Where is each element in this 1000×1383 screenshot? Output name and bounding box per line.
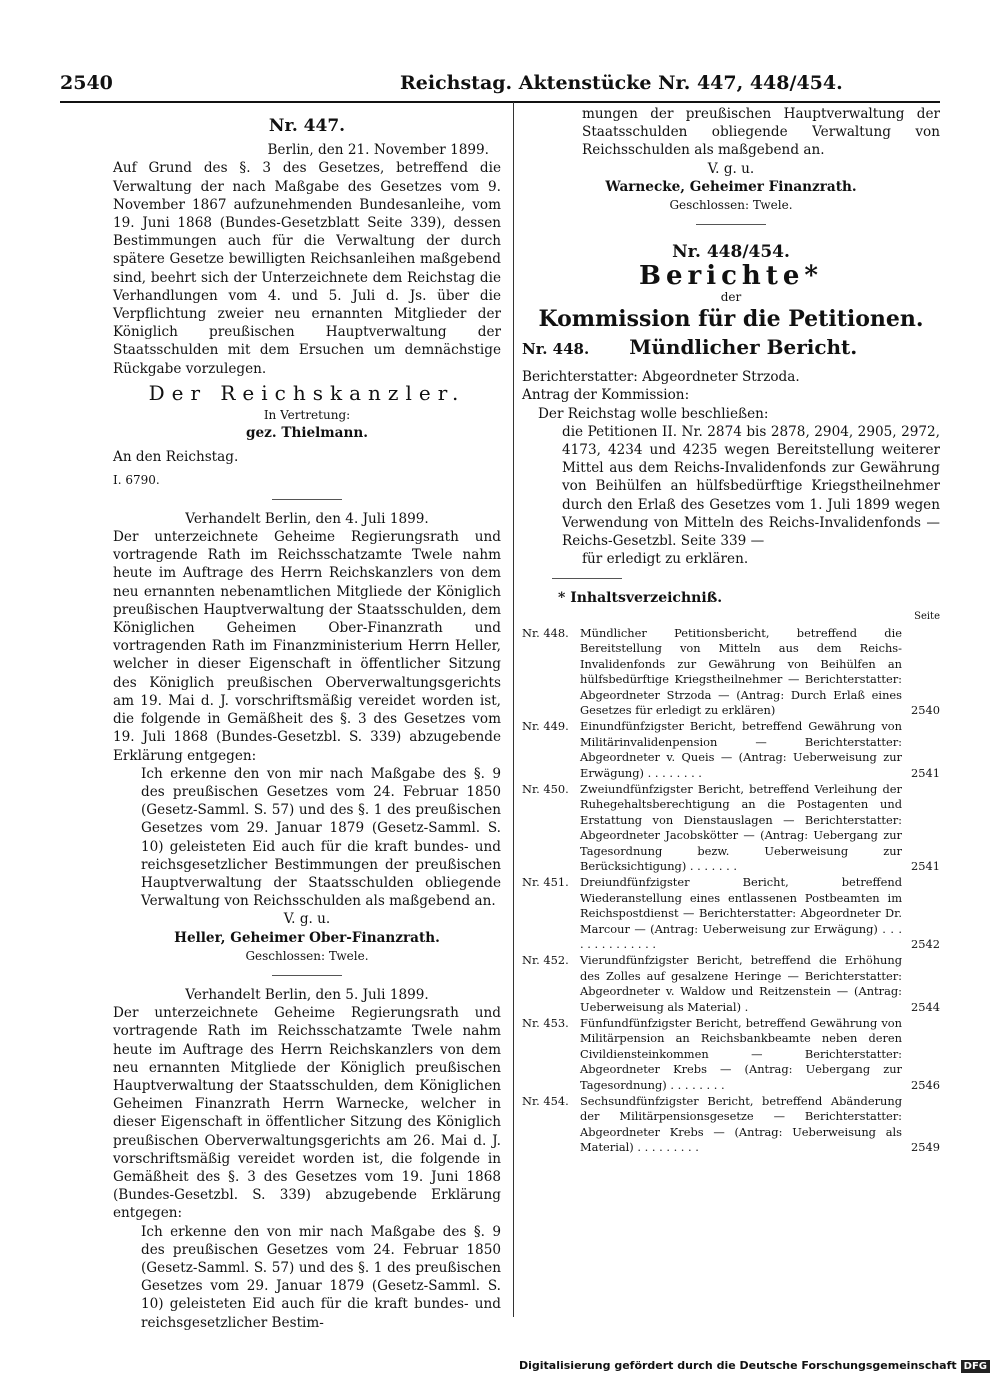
- verhandelt-text-1: Der unterzeichnete Geheime Regierungsrath und vortragende Rath im Reichsschatzamte Twele nahm heute im Auftrage des Herrn Reichskanzlers von dem neu ernannten nebenamtlichen Mitgliede der Königlich preußischen Hauptverwaltung der Staatsschulden, dem Königlichen Geheimen Ober-Finanzrath und vortragenden Rath im Finanzministerium Herrn Heller, welcher in dieser Eigenschaft in öffentlicher Sitzung des Königlich preußischen Oberverwaltungsgerichts am 19. Mai d. J. vorschriftsmäßig vereidet worden ist, die folgende in Gemäßheit des §. 3 des Gesetzes vom 19. Juli 1868 (Bundes-Gesetzbl. S. 339) abzugebende Erklärung entgegen:: [113, 529, 501, 764]
- vgu-1: V. g. u.: [283, 911, 331, 928]
- oath-quote-1: Ich erkenne den von mir nach Maßgabe des §. 9 des preußischen Gesetzes vom 24. Februar 1850 (Gesetz-Samml. S. 57) und des §. 1 des preußischen Gesetzes vom 29. Januar 1879 (Gesetz-Samml. S. 10) geleisteten Eid auch für die kraft bundes- und reichsgesetzlicher Bestimmungen der preußischen Hauptverwaltung der Staatsschulden obliegende Verwaltung von Reichsschulden als maßgebend an.: [141, 765, 501, 910]
- toc-entry-text: Dreiundfünfzigster Bericht, betreffend Wiederanstellung eines entlassenen Postbeamten im Reichspostdienst — Berichterstatter: Abgeordneter Dr. Marcour — (Antrag: Ueberweisung zur Erwägung) . . . . . . . . . . . . . .: [580, 875, 902, 951]
- oath-quote-2: Ich erkenne den von mir nach Maßgabe des §. 9 des preußischen Gesetzes vom 24. Februar 1850 (Gesetz-Samml. S. 57) und des §. 1 des preußischen Gesetzes vom 29. Januar 1879 (Gesetz-Samml. S. 10) geleisteten Eid auch für die kraft bundes- und reichsgesetzlicher Bestim-: [141, 1223, 501, 1331]
- toc-row: [522, 782, 940, 874]
- vertretung-label: In Vertretung:: [263, 408, 351, 423]
- toc-row: [522, 1016, 940, 1093]
- toc-page-number: 2544: [911, 999, 940, 1014]
- footer-text: Digitalisierung gefördert durch die Deutsche Forschungsgemeinschaft: [518, 1359, 957, 1372]
- closed-2: Geschlossen: Twele.: [669, 198, 793, 213]
- toc-entry-number: Nr. 449.: [522, 719, 569, 734]
- signature-warnecke: Warnecke, Geheimer Finanzrath.: [605, 178, 857, 195]
- doc-number-447: Nr. 447.: [268, 116, 346, 136]
- toc-title: * Inhaltsverzeichniß.: [558, 590, 723, 607]
- muendlicher-bericht-title: Mündlicher Bericht.: [629, 335, 858, 360]
- table-of-contents: [522, 626, 940, 1156]
- report-heading-row: [522, 335, 940, 360]
- toc-row: [522, 719, 940, 781]
- toc-row: [522, 1094, 940, 1156]
- right-column: [522, 105, 940, 1157]
- berichterstatter: Berichterstatter: Abgeordneter Strzoda.: [522, 369, 800, 386]
- toc-row: [522, 875, 940, 952]
- running-title: Reichstag. Aktenstücke Nr. 447, 448/454.: [400, 72, 843, 94]
- toc-row: [522, 953, 940, 1015]
- separator: [272, 975, 342, 976]
- kommission-heading: Kommission für die Petitionen.: [538, 305, 924, 332]
- page-header: [60, 72, 940, 102]
- der-label: der: [720, 289, 742, 304]
- page-number: 2540: [60, 72, 113, 94]
- reichskanzler-heading: Der Reichskanzler.: [148, 380, 466, 405]
- toc-page-number: 2549: [911, 1140, 940, 1155]
- toc-entry-text: Fünfundfünfzigster Bericht, betreffend Gewährung von Militärpension an Reichsbankbeamte neben deren Civildiensteinkommen — Berichterstatter: Abgeordneter Krebs — (Antrag: Uebergang zur Tagesordnung) . . . . . . . .: [580, 1016, 902, 1092]
- erledigt-text: für erledigt zu erklären.: [582, 551, 749, 568]
- left-column: [113, 105, 501, 1332]
- signature-heller: Heller, Geheimer Ober-Finanzrath.: [174, 929, 440, 946]
- toc-seite: Seite: [914, 610, 940, 622]
- berichte-heading: Berichte*: [639, 261, 823, 292]
- doc-number-448-454: Nr. 448/454.: [672, 242, 790, 263]
- toc-entry-text: Vierundfünfzigster Bericht, betreffend die Erhöhung des Zolles auf gesalzene Heringe — Berichterstatter: Abgeordneter v. Waldow und Reitzenstein — (Antrag: Ueberweisung als Material) .: [580, 953, 902, 1014]
- toc-entry-text: Mündlicher Petitionsbericht, betreffend die Bereitstellung von Mitteln aus dem Reichs-Invalidenfonds zur Gewährung von Beihülfen an hülfsbedürftige Kriegstheilnehmer — Berichterstatter: Abgeordneter Strzoda — (Antrag: Durch Erlaß eines Gesetzes für erledigt zu erklären): [580, 625, 902, 717]
- petition-text: die Petitionen II. Nr. 2874 bis 2878, 2904, 2905, 2972, 4173, 4234 und 4235 wegen Bereitstellung weiterer Mittel aus dem Reichs-Invalidenfonds zur Gewährung von Beihülfen an hülfsbedürftige Kriegstheilnehmer durch den Erlaß des Gesetzes vom 1. Juli 1899 wegen Verwendung von Mitteln des Reichs-Invalidenfonds — Reichs-Gesetzbl. Seite 339 —: [562, 423, 940, 550]
- toc-page-number: 2541: [911, 765, 940, 780]
- toc-entry-number: Nr. 452.: [522, 953, 569, 968]
- toc-entry-number: Nr. 448.: [522, 625, 569, 640]
- separator: [696, 224, 766, 225]
- toc-entry-text: Sechsundfünfzigster Bericht, betreffend Abänderung der Militärpensionsgesetze — Berichterstatter: Abgeordneter Krebs — (Antrag: Ueberweisung als Material) . . . . . . . . .: [580, 1094, 902, 1155]
- footer-credit: [519, 1359, 990, 1373]
- toc-row: [522, 626, 940, 718]
- verhandelt-title-1: Verhandelt Berlin, den 4. Juli 1899.: [185, 510, 429, 527]
- separator: [552, 578, 622, 579]
- verhandelt-text-2: Der unterzeichnete Geheime Regierungsrath und vortragende Rath im Reichsschatzamte Twele nahm heute im Auftrage des Herrn Reichskanzlers von dem neu ernannten Mitgliede der Königlich preußischen Hauptverwaltung der Staatsschulden, dem Königlichen Geheimen Finanzrath Herrn Warnecke, welcher in dieser Eigenschaft in öffentlicher Sitzung des Königlich preußischen Oberverwaltungsgerichts am 26. Mai d. J. vorschriftsmäßig vereidet worden ist, die folgende in Gemäßheit des §. 3 des Gesetzes vom 19. Juni 1868 (Bundes-Gesetzbl. S. 339) abzugebende Erklärung entgegen:: [113, 1005, 501, 1222]
- toc-page-number: 2541: [911, 858, 940, 873]
- column-divider: [513, 102, 514, 1317]
- closed-1: Geschlossen: Twele.: [245, 948, 369, 963]
- signature-thielmann: gez. Thielmann.: [245, 425, 368, 442]
- toc-entry-number: Nr. 453.: [522, 1016, 569, 1031]
- verhandelt-title-2: Verhandelt Berlin, den 5. Juli 1899.: [185, 986, 429, 1003]
- header-rule: [60, 101, 940, 103]
- antrag-label: Antrag der Kommission:: [522, 387, 690, 404]
- beschliessen-label: Der Reichstag wolle beschließen:: [538, 405, 769, 422]
- intro-paragraph: Auf Grund des §. 3 des Gesetzes, betreffend die Verwaltung der nach Maßgabe des Gesetzes vom 9. November 1867 aufzunehmenden Bundesanleihe, vom 19. Juni 1868 (Bundes-Gesetzblatt Seite 339), dessen Bestimmungen auch für die Verwaltung der durch spätere Gesetze bewilligten Reichsanleihen maßgebend sind, beehrt sich der Unterzeichnete dem Reichstag die Verhandlungen vom 4. und 5. Juli d. Js. über die Verpflichtung zweier neu ernannten Mitglieder der Königlich preußischen Hauptverwaltung der Staatsschulden mit dem Ersuchen um demnächstige Rückgabe vorzulegen.: [113, 160, 501, 377]
- reference-number: I. 6790.: [113, 472, 160, 487]
- toc-page-number: 2540: [911, 702, 940, 717]
- nr-448-label: Nr. 448.: [522, 340, 590, 359]
- toc-entry-number: Nr. 450.: [522, 781, 569, 796]
- continuation: mungen der preußischen Hauptverwaltung der Staatsschulden obliegende Verwaltung von Reichsschulden als maßgebend an.: [582, 106, 940, 159]
- toc-entry-number: Nr. 451.: [522, 875, 569, 890]
- toc-entry-number: Nr. 454.: [522, 1094, 569, 1109]
- toc-entry-text: Einundfünfzigster Bericht, betreffend Gewährung von Militärinvalidenpension — Berichterstatter: Abgeordneter v. Queis — (Antrag: Ueberweisung zur Erwägung) . . . . . . . .: [580, 719, 902, 780]
- addressee: An den Reichstag.: [113, 449, 239, 466]
- separator: [272, 499, 342, 500]
- dfg-logo: DFG: [961, 1360, 990, 1373]
- toc-page-number: 2546: [911, 1077, 940, 1092]
- toc-page-number: 2542: [911, 937, 940, 951]
- dateline: Berlin, den 21. November 1899.: [267, 142, 489, 159]
- toc-entry-text: Zweiundfünfzigster Bericht, betreffend Verleihung der Ruhegehaltsberechtigung an die Postagenten und Erstattung von Dienstauslagen — Berichterstatter: Abgeordneter Jacobskötter — (Antrag: Uebergang zur Tagesordnung bezw. Ueberweisung zur Berücksichtigung) . . . . . . .: [580, 781, 902, 873]
- vgu-2: V. g. u.: [707, 160, 755, 177]
